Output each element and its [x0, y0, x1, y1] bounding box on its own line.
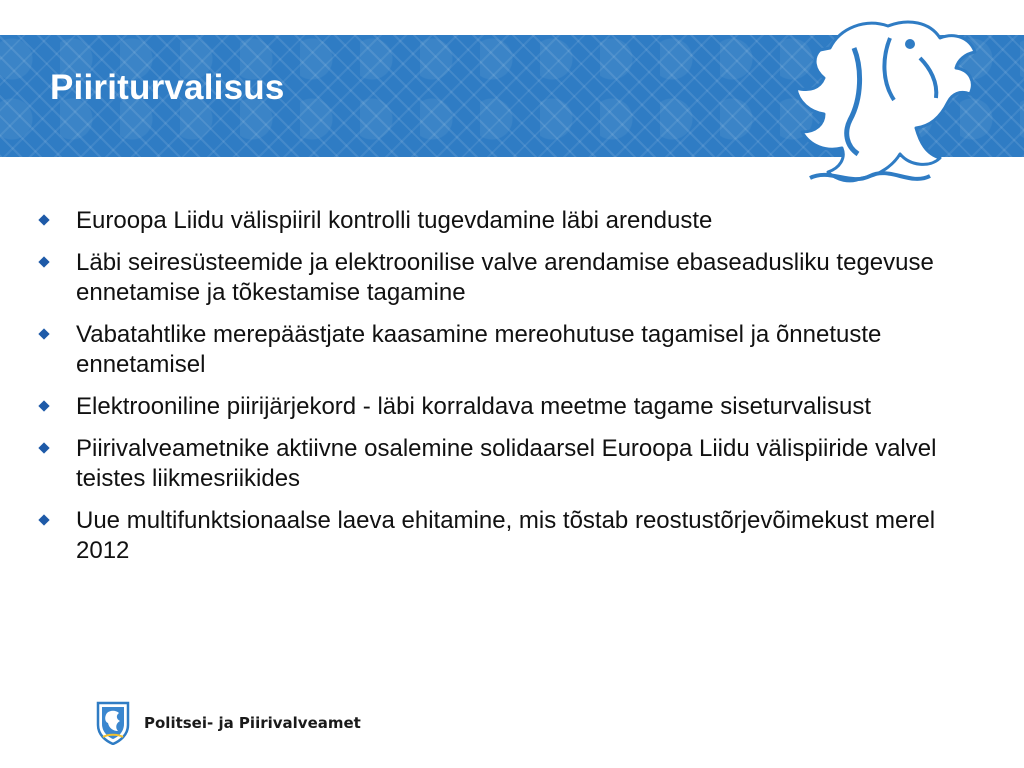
list-item [40, 248, 980, 308]
bullet-text: Uue multifunktsionaalse laeva ehitamine, mis tõstab reostustõrjevõimekust merel 2012 [76, 507, 936, 564]
list-item [40, 320, 980, 380]
list-item [40, 434, 980, 494]
bullet-text: Elektrooniline piirijärjekord - läbi korraldava meetme tagame siseturvalisust [76, 393, 871, 420]
bullet-text: Läbi seiresüsteemide ja elektroonilise valve arendamise ebaseadusliku tegevuse ennetamise ja tõkestamise tagamine [76, 249, 934, 306]
lion-emblem-icon [770, 8, 984, 194]
footer [96, 700, 361, 746]
organization-name: Politsei- ja Piirivalveamet [144, 714, 361, 732]
diamond-bullet-icon [38, 256, 49, 267]
bullet-text: Vabatahtlike merepäästjate kaasamine mereohutuse tagamisel ja õnnetuste ennetamisel [76, 321, 882, 378]
slide-title: Piiriturvalisus [50, 68, 285, 107]
diamond-bullet-icon [38, 214, 49, 225]
bullet-list [40, 206, 980, 578]
list-item [40, 506, 980, 566]
diamond-bullet-icon [38, 328, 49, 339]
shield-logo-icon [96, 701, 130, 745]
diamond-bullet-icon [38, 400, 49, 411]
bullet-text: Euroopa Liidu välispiiril kontrolli tugevdamine läbi arenduste [76, 207, 713, 234]
diamond-bullet-icon [38, 514, 49, 525]
diamond-bullet-icon [38, 442, 49, 453]
bullet-text: Piirivalveametnike aktiivne osalemine solidaarsel Euroopa Liidu välispiiride valvel teistes liikmesriikides [76, 435, 937, 492]
list-item [40, 392, 980, 422]
list-item [40, 206, 980, 236]
